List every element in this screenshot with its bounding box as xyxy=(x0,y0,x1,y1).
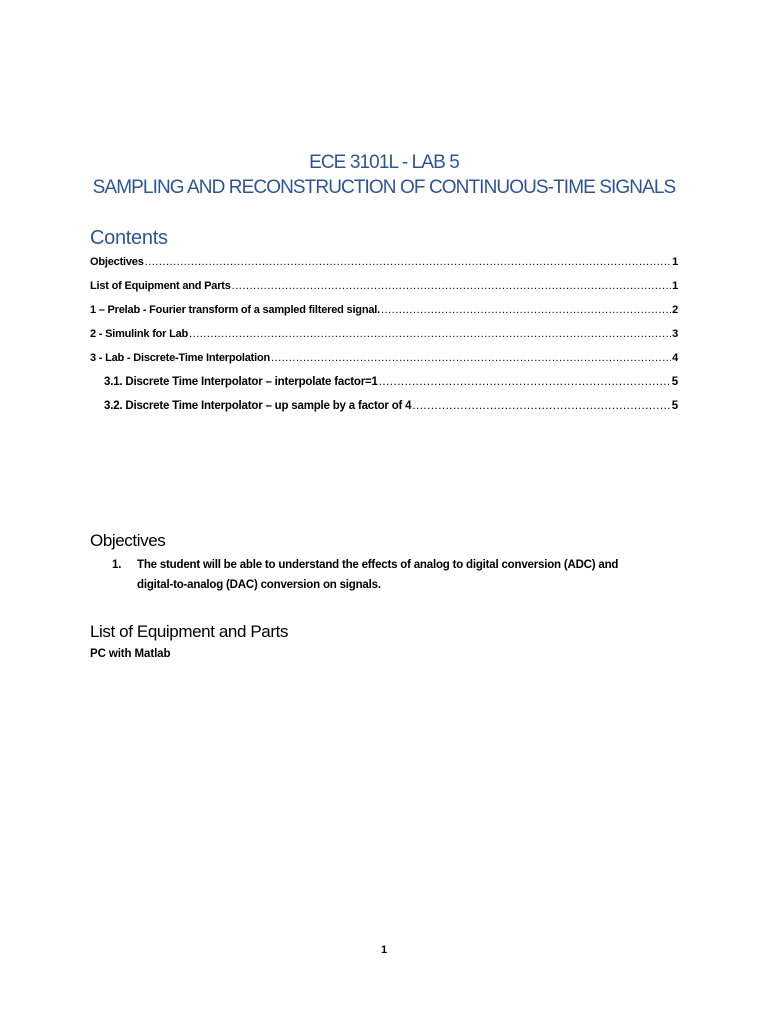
toc-entry-page: 3 xyxy=(672,328,678,340)
toc-entry-objectives[interactable] xyxy=(90,256,678,280)
objective-line-2: digital-to-analog (DAC) conversion on signals. xyxy=(137,579,381,591)
toc-entry-page: 1 xyxy=(672,280,678,292)
toc-dot-leader xyxy=(145,256,671,268)
table-of-contents xyxy=(90,256,678,424)
toc-entry-label: 2 - Simulink for Lab xyxy=(90,328,189,340)
toc-entry-label: List of Equipment and Parts xyxy=(90,280,231,292)
document-title xyxy=(0,150,768,200)
toc-entry-lab[interactable] xyxy=(90,352,678,376)
equipment-text: PC with Matlab xyxy=(90,648,171,660)
toc-dot-leader xyxy=(412,400,670,412)
toc-entry-page: 4 xyxy=(672,352,678,364)
toc-entry-simulink[interactable] xyxy=(90,328,678,352)
list-item-text xyxy=(137,555,618,595)
toc-entry-page: 1 xyxy=(672,256,678,268)
toc-entry-interpolator-factor-1[interactable] xyxy=(90,376,678,400)
objective-line-1: The student will be able to understand the effects of analog to digital conversion (ADC) and xyxy=(137,559,619,571)
title-line-2: SAMPLING AND RECONSTRUCTION OF CONTINUOUS-TIME SIGNALS xyxy=(92,177,676,198)
toc-dot-leader xyxy=(379,376,671,388)
toc-entry-label: 3.1. Discrete Time Interpolator – interpolate factor=1 xyxy=(104,376,378,388)
toc-dot-leader xyxy=(189,328,671,340)
toc-entry-label: 3.2. Discrete Time Interpolator – up sample by a factor of 4 xyxy=(104,400,412,412)
toc-dot-leader xyxy=(271,352,671,364)
toc-entry-page: 5 xyxy=(671,400,678,412)
objectives-heading: Objectives xyxy=(90,531,166,550)
contents-heading: Contents xyxy=(90,227,168,249)
objectives-list xyxy=(112,555,672,595)
toc-entry-interpolator-factor-4[interactable] xyxy=(90,400,678,424)
toc-entry-label: 3 - Lab - Discrete-Time Interpolation xyxy=(90,352,271,364)
toc-dot-leader xyxy=(232,280,671,292)
toc-entry-label: Objectives xyxy=(90,256,144,268)
toc-dot-leader xyxy=(381,304,671,316)
toc-entry-page: 2 xyxy=(672,304,678,316)
equipment-heading: List of Equipment and Parts xyxy=(90,622,289,641)
list-item xyxy=(112,555,672,595)
toc-entry-page: 5 xyxy=(671,376,678,388)
list-item-number: 1. xyxy=(112,559,122,571)
toc-entry-equipment[interactable] xyxy=(90,280,678,304)
toc-entry-label: 1 – Prelab - Fourier transform of a sampled filtered signal. xyxy=(90,304,380,316)
page-number: 1 xyxy=(380,944,388,956)
toc-entry-prelab[interactable] xyxy=(90,304,678,328)
title-line-1: ECE 3101L - LAB 5 xyxy=(309,152,459,173)
